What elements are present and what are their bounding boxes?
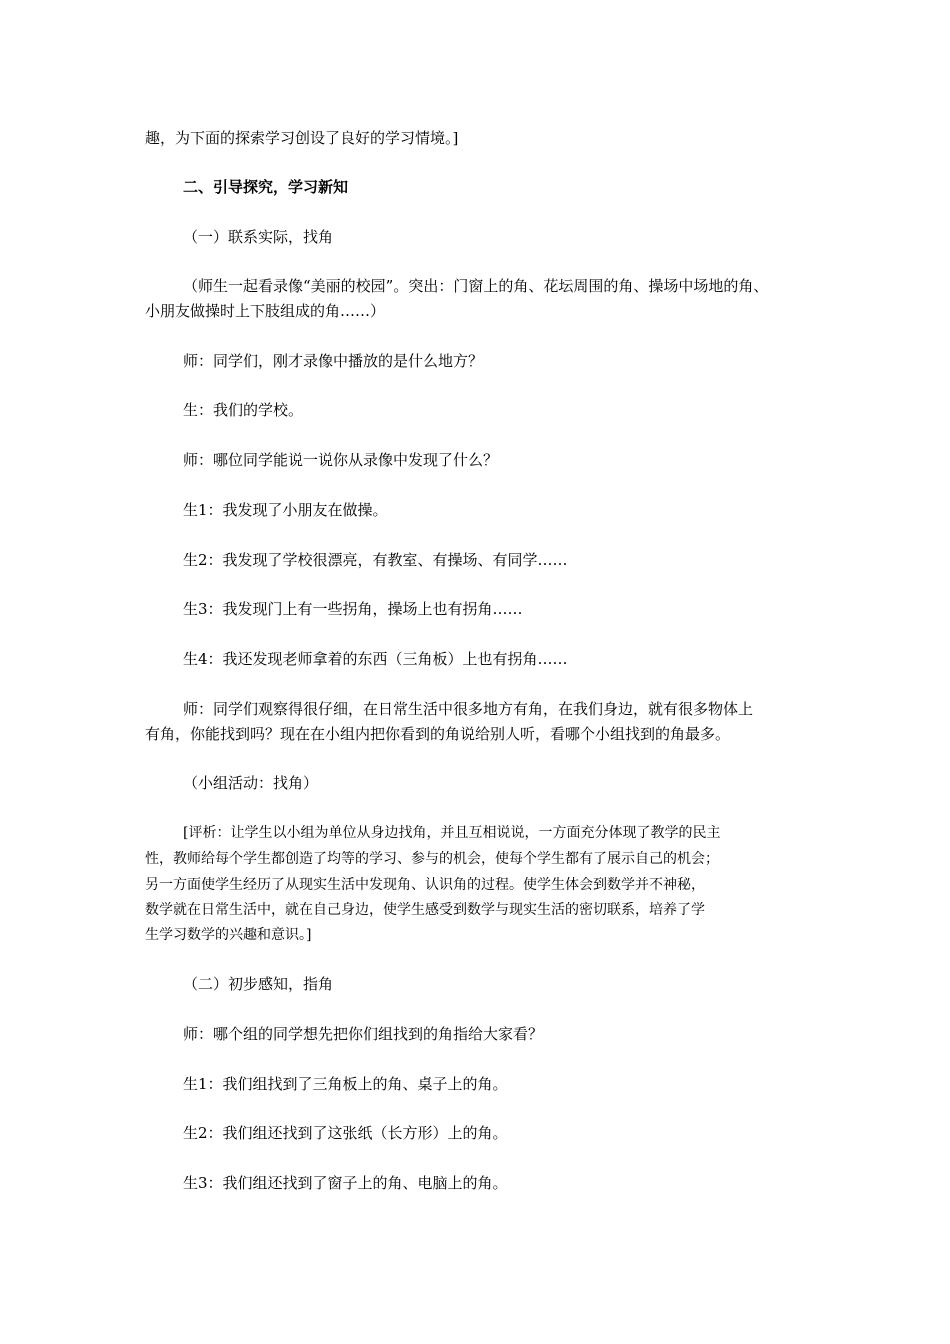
commentary-line: 性，教师给每个学生都创造了均等的学习、参与的机会，使每个学生都有了展示自己的机会；	[145, 851, 719, 867]
dialogue-line: 生1：我发现了小朋友在做操。	[183, 501, 388, 519]
dialogue-line: 生3：我发现门上有一些拐角，操场上也有拐角……	[183, 600, 523, 618]
dialogue-line: 生3：我们组还找到了窗子上的角、电脑上的角。	[183, 1174, 508, 1192]
dialogue-line: 师：哪个组的同学想先把你们组找到的角指给大家看？	[183, 1025, 544, 1043]
paragraph-line: （师生一起看录像“美丽的校园”。突出：门窗上的角、花坛周围的角、操场中场地的角、	[183, 277, 769, 295]
subsection-heading: （一）联系实际，找角	[183, 228, 334, 246]
section-heading: 二、引导探究，学习新知	[183, 178, 349, 196]
dialogue-line: 生2：我发现了学校很漂亮，有教室、有操场、有同学……	[183, 551, 568, 569]
dialogue-line: 生1：我们组找到了三角板上的角、桌子上的角。	[183, 1075, 508, 1093]
commentary-line: 数学就在日常生活中，就在自己身边，使学生感受到数学与现实生活的密切联系，培养了学	[145, 902, 705, 918]
dialogue-line: 师：同学们观察得很仔细，在日常生活中很多地方有角，在我们身边，就有很多物体上	[183, 700, 754, 718]
commentary-line: 另一方面使学生经历了从现实生活中发现角、认识角的过程。使学生体会到数学并不神秘，	[145, 877, 705, 893]
commentary-line: 生学习数学的兴趣和意识。]	[145, 927, 312, 943]
dialogue-line: 生2：我们组还找到了这张纸（长方形）上的角。	[183, 1124, 508, 1142]
dialogue-line: 生4：我还发现老师拿着的东西（三角板）上也有拐角……	[183, 650, 568, 668]
dialogue-line: 生：我们的学校。	[183, 401, 304, 419]
paragraph-line: 小朋友做操时上下肢组成的角……）	[145, 302, 386, 320]
commentary-line: [评析：让学生以小组为单位从身边找角，并且互相说说，一方面充分体现了教学的民主	[183, 825, 721, 841]
dialogue-line: 有角，你能找到吗？现在在小组内把你看到的角说给别人听，看哪个小组找到的角最多。	[145, 725, 731, 743]
subsection-heading: （二）初步感知，指角	[183, 975, 334, 993]
dialogue-line: 师：哪位同学能说一说你从录像中发现了什么？	[183, 451, 499, 469]
dialogue-line: 师：同学们，刚才录像中播放的是什么地方？	[183, 352, 484, 370]
paragraph-line: 趣，为下面的探索学习创设了良好的学习情境。]	[145, 129, 459, 147]
paragraph-line: （小组活动：找角）	[183, 774, 319, 792]
